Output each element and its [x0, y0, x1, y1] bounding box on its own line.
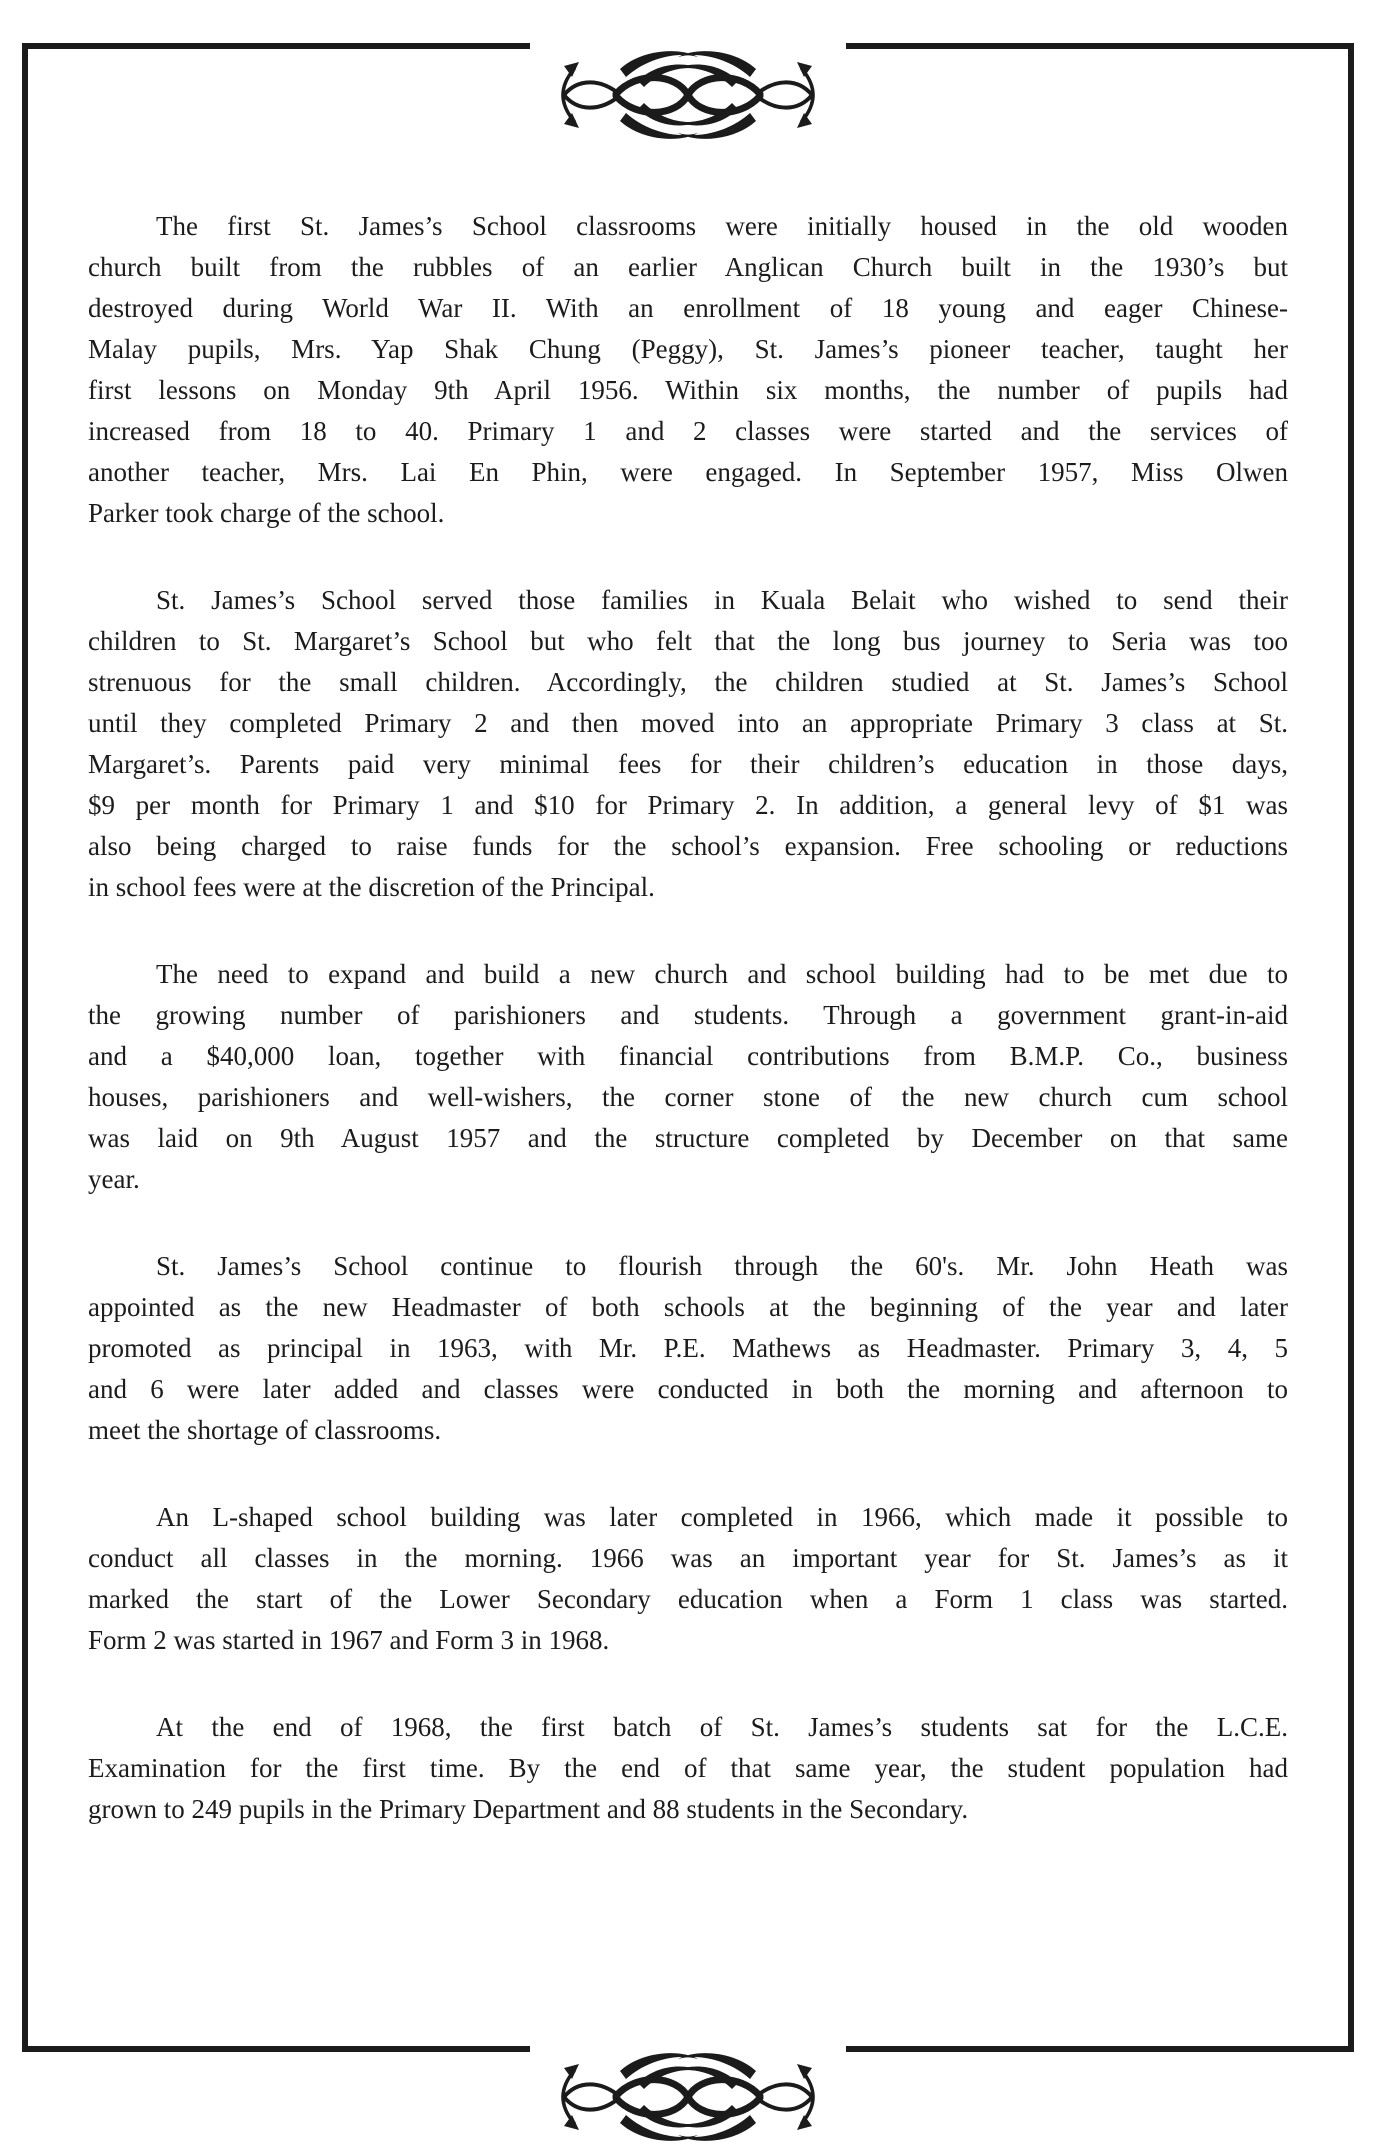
text-line: until they completed Primary 2 and then moved into an appropriate Primary 3 class at St.	[88, 708, 1288, 738]
text-line: year.	[88, 1164, 140, 1194]
text-line: the growing number of parishioners and students. Through a government grant-in-aid	[88, 1000, 1288, 1030]
text-line: in school fees were at the discretion of the Principal.	[88, 872, 655, 902]
text-line: and 6 were later added and classes were conducted in both the morning and afternoon to	[88, 1374, 1288, 1404]
text-line: destroyed during World War II. With an enrollment of 18 young and eager Chinese-	[88, 293, 1288, 323]
text-line: marked the start of the Lower Secondary education when a Form 1 class was started.	[88, 1584, 1288, 1614]
text-line: strenuous for the small children. Accordingly, the children studied at St. James’s School	[88, 667, 1288, 697]
text-line: Examination for the first time. By the end of that same year, the student population had	[88, 1753, 1288, 1783]
flourish-ornament-top-icon	[530, 43, 846, 147]
document-body	[88, 206, 1288, 1830]
text-line: first lessons on Monday 9th April 1956. Within six months, the number of pupils had	[88, 375, 1288, 405]
text-line: Form 2 was started in 1967 and Form 3 in 1968.	[88, 1625, 610, 1655]
paragraph	[88, 580, 1288, 908]
text-line: conduct all classes in the morning. 1966 was an important year for St. James’s as it	[88, 1543, 1288, 1573]
text-line: another teacher, Mrs. Lai En Phin, were engaged. In September 1957, Miss Olwen	[88, 457, 1288, 487]
paragraph	[88, 206, 1288, 534]
text-line: St. James’s School continue to flourish through the 60's. Mr. John Heath was	[156, 1251, 1288, 1281]
text-line: church built from the rubbles of an earlier Anglican Church built in the 1930’s but	[88, 252, 1288, 282]
text-line: Malay pupils, Mrs. Yap Shak Chung (Peggy), St. James’s pioneer teacher, taught her	[88, 334, 1288, 364]
text-line: Parker took charge of the school.	[88, 498, 445, 528]
paragraph	[88, 1497, 1288, 1661]
text-line: houses, parishioners and well-wishers, the corner stone of the new church cum school	[88, 1082, 1288, 1112]
text-line: An L-shaped school building was later completed in 1966, which made it possible to	[156, 1502, 1288, 1532]
text-line: The first St. James’s School classrooms were initially housed in the old wooden	[156, 211, 1288, 241]
flourish-ornament-bottom-icon	[530, 2045, 846, 2149]
text-line: At the end of 1968, the first batch of St. James’s students sat for the L.C.E.	[156, 1712, 1288, 1742]
text-line: appointed as the new Headmaster of both schools at the beginning of the year and later	[88, 1292, 1288, 1322]
text-line: meet the shortage of classrooms.	[88, 1415, 442, 1445]
text-line: grown to 249 pupils in the Primary Department and 88 students in the Secondary.	[88, 1794, 969, 1824]
text-line: promoted as principal in 1963, with Mr. P.E. Mathews as Headmaster. Primary 3, 4, 5	[88, 1333, 1288, 1363]
text-line: also being charged to raise funds for the school’s expansion. Free schooling or reductions	[88, 831, 1288, 861]
text-line: Margaret’s. Parents paid very minimal fees for their children’s education in those days,	[88, 749, 1288, 779]
text-line: and a $40,000 loan, together with financial contributions from B.M.P. Co., business	[88, 1041, 1288, 1071]
text-line: $9 per month for Primary 1 and $10 for Primary 2. In addition, a general levy of $1 was	[88, 790, 1288, 820]
text-line: The need to expand and build a new church and school building had to be met due to	[156, 959, 1288, 989]
text-line: was laid on 9th August 1957 and the structure completed by December on that same	[88, 1123, 1288, 1153]
paragraph	[88, 954, 1288, 1200]
text-line: children to St. Margaret’s School but who felt that the long bus journey to Seria was too	[88, 626, 1288, 656]
text-line: increased from 18 to 40. Primary 1 and 2 classes were started and the services of	[88, 416, 1288, 446]
text-line: St. James’s School served those families in Kuala Belait who wished to send their	[156, 585, 1288, 615]
paragraph	[88, 1246, 1288, 1451]
paragraph	[88, 1707, 1288, 1830]
